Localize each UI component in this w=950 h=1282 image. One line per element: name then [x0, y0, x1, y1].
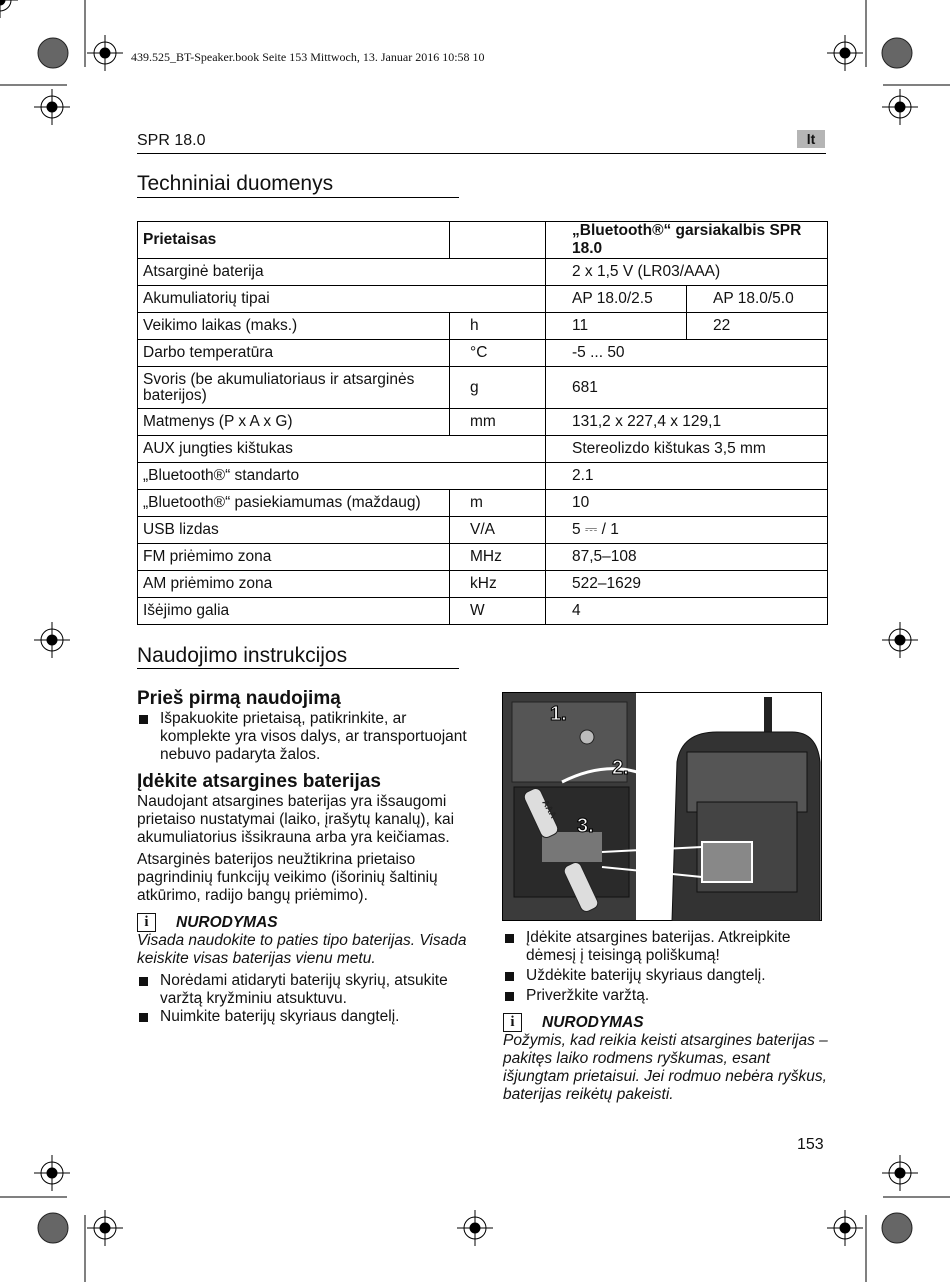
table-cell: -5 ... 50: [546, 340, 828, 367]
table-row: [138, 544, 828, 571]
heading-batteries: Įdėkite atsargines baterijas: [137, 771, 381, 792]
note-text: Visada naudokite to paties tipo baterijas. Visada keiskite visas baterijas vienu metu.: [137, 932, 467, 967]
info-icon: i: [137, 913, 156, 932]
table-cell: 87,5–108: [546, 544, 828, 571]
bullet-icon: [139, 977, 148, 986]
list-item: Norėdami atidaryti baterijų skyrių, atsukite varžtą kryžminiu atsuktuvu.: [137, 972, 467, 1008]
table-cell: „Bluetooth®“ pasiekiamumas (maždaug): [138, 490, 450, 517]
table-cell: Stereolizdo kištukas 3,5 mm: [546, 436, 828, 463]
step-1-label: 1.: [550, 703, 567, 725]
table-cell: m: [450, 490, 546, 517]
file-info-line: 439.525_BT-Speaker.book Seite 153 Mittwoch, 13. Januar 2016 10:58 10: [131, 50, 485, 64]
bullet-icon: [139, 715, 148, 724]
table-cell: MHz: [450, 544, 546, 571]
table-cell: 4: [546, 598, 828, 625]
note-heading: i NURODYMAS: [137, 913, 467, 932]
table-row: [138, 313, 828, 340]
battery-label: AAA: [540, 798, 559, 820]
table-cell: AP 18.0/5.0: [687, 286, 828, 313]
table-cell: 2.1: [546, 463, 828, 490]
table-cell: Išėjimo galia: [138, 598, 450, 625]
paragraph: Naudojant atsargines baterijas yra išsaugomi prietaiso nustatymai (laiko, įrašytų kanalų), kai akumuliatorius išsikrauna arba yra keičiamas.: [137, 793, 455, 846]
section-rule: [137, 668, 459, 669]
list-item: Įdėkite atsargines baterijas. Atkreipkite dėmesį į teisingą poliškumą!: [503, 929, 833, 965]
list-item: Uždėkite baterijų skyriaus dangtelį.: [503, 967, 833, 985]
table-cell: Akumuliatorių tipai: [138, 286, 546, 313]
bullet-icon: [139, 1013, 148, 1022]
info-icon: i: [503, 1013, 522, 1032]
table-cell: Matmenys (P x A x G): [138, 409, 450, 436]
table-cell: 131,2 x 227,4 x 129,1: [546, 409, 828, 436]
table-row: [138, 286, 828, 313]
table-cell: °C: [450, 340, 546, 367]
table-cell: Darbo temperatūra: [138, 340, 450, 367]
table-cell: W: [450, 598, 546, 625]
list-item: Priveržkite varžtą.: [503, 987, 833, 1005]
table-row: [138, 571, 828, 598]
table-cell: 5 ⎓ / 1: [546, 517, 828, 544]
bullet-icon: [505, 972, 514, 981]
page-number: 153: [797, 1136, 824, 1153]
list-item: Nuimkite baterijų skyriaus dangtelį.: [137, 1008, 467, 1026]
table-row: [138, 517, 828, 544]
note-heading: i NURODYMAS: [503, 1013, 833, 1032]
section-title-tech: Techniniai duomenys: [137, 172, 334, 195]
paragraph: Atsarginės baterijos neužtikrina prietaiso pagrindinių funkcijų veikimo (išorinių šaltinių atkūrimo, radijo bangų priėmimo).: [137, 851, 438, 904]
model-name: SPR 18.0: [137, 132, 206, 149]
note-text: Požymis, kad reikia keisti atsargines baterijas – pakitęs laiko rodmens ryškumas, esant išjungtam prietaisui. Jei rodmuo nebėra ryškus, baterijas reikėtų pakeisti.: [503, 1032, 828, 1103]
section-title-instructions: Naudojimo instrukcijos: [137, 644, 348, 667]
table-cell: „Bluetooth®“ standarto: [138, 463, 546, 490]
table-cell: [450, 222, 546, 259]
table-cell: 22: [687, 313, 828, 340]
table-cell: AP 18.0/2.5: [546, 286, 687, 313]
section-rule: [137, 197, 459, 198]
table-cell: g: [450, 367, 546, 409]
table-cell: 10: [546, 490, 828, 517]
tech-data-table: [137, 221, 828, 625]
bullet-icon: [505, 992, 514, 1001]
table-cell: Svoris (be akumuliatoriaus ir atsarginės baterijos): [138, 367, 450, 409]
table-cell: V/A: [450, 517, 546, 544]
step-3-label: 3.: [577, 815, 594, 837]
table-cell: AM priėmimo zona: [138, 571, 450, 598]
heading-before-use: Prieš pirmą naudojimą: [137, 688, 341, 709]
table-cell: 522–1629: [546, 571, 828, 598]
step-2-label: 2.: [612, 757, 629, 779]
table-cell: 681: [546, 367, 828, 409]
table-cell: 2 x 1,5 V (LR03/AAA): [546, 259, 828, 286]
table-cell: kHz: [450, 571, 546, 598]
battery-installation-illustration: [502, 692, 822, 921]
header-rule: [137, 153, 826, 154]
table-cell: Prietaisas: [138, 222, 450, 259]
right-column: [503, 929, 833, 1104]
table-cell: 11: [546, 313, 687, 340]
table-row: [138, 259, 828, 286]
table-row: [138, 490, 828, 517]
bullet-icon: [505, 934, 514, 943]
table-cell: Veikimo laikas (maks.): [138, 313, 450, 340]
table-cell: „Bluetooth®“ garsiakalbis SPR 18.0: [546, 222, 828, 259]
table-cell: AUX jungties kištukas: [138, 436, 546, 463]
table-cell: FM priėmimo zona: [138, 544, 450, 571]
table-row: [138, 436, 828, 463]
table-row: [138, 340, 828, 367]
table-row: [138, 409, 828, 436]
table-cell: USB lizdas: [138, 517, 450, 544]
table-row: [138, 598, 828, 625]
table-row: [138, 222, 828, 259]
table-cell: h: [450, 313, 546, 340]
left-column: [137, 688, 467, 1026]
table-cell: Atsarginė baterija: [138, 259, 546, 286]
table-cell: mm: [450, 409, 546, 436]
list-item: Išpakuokite prietaisą, patikrinkite, ar komplekte yra visos dalys, ar transportuojant nebuvo padaryta žalos.: [137, 710, 467, 764]
table-row: [138, 367, 828, 409]
table-row: [138, 463, 828, 490]
language-badge: lt: [797, 130, 825, 148]
